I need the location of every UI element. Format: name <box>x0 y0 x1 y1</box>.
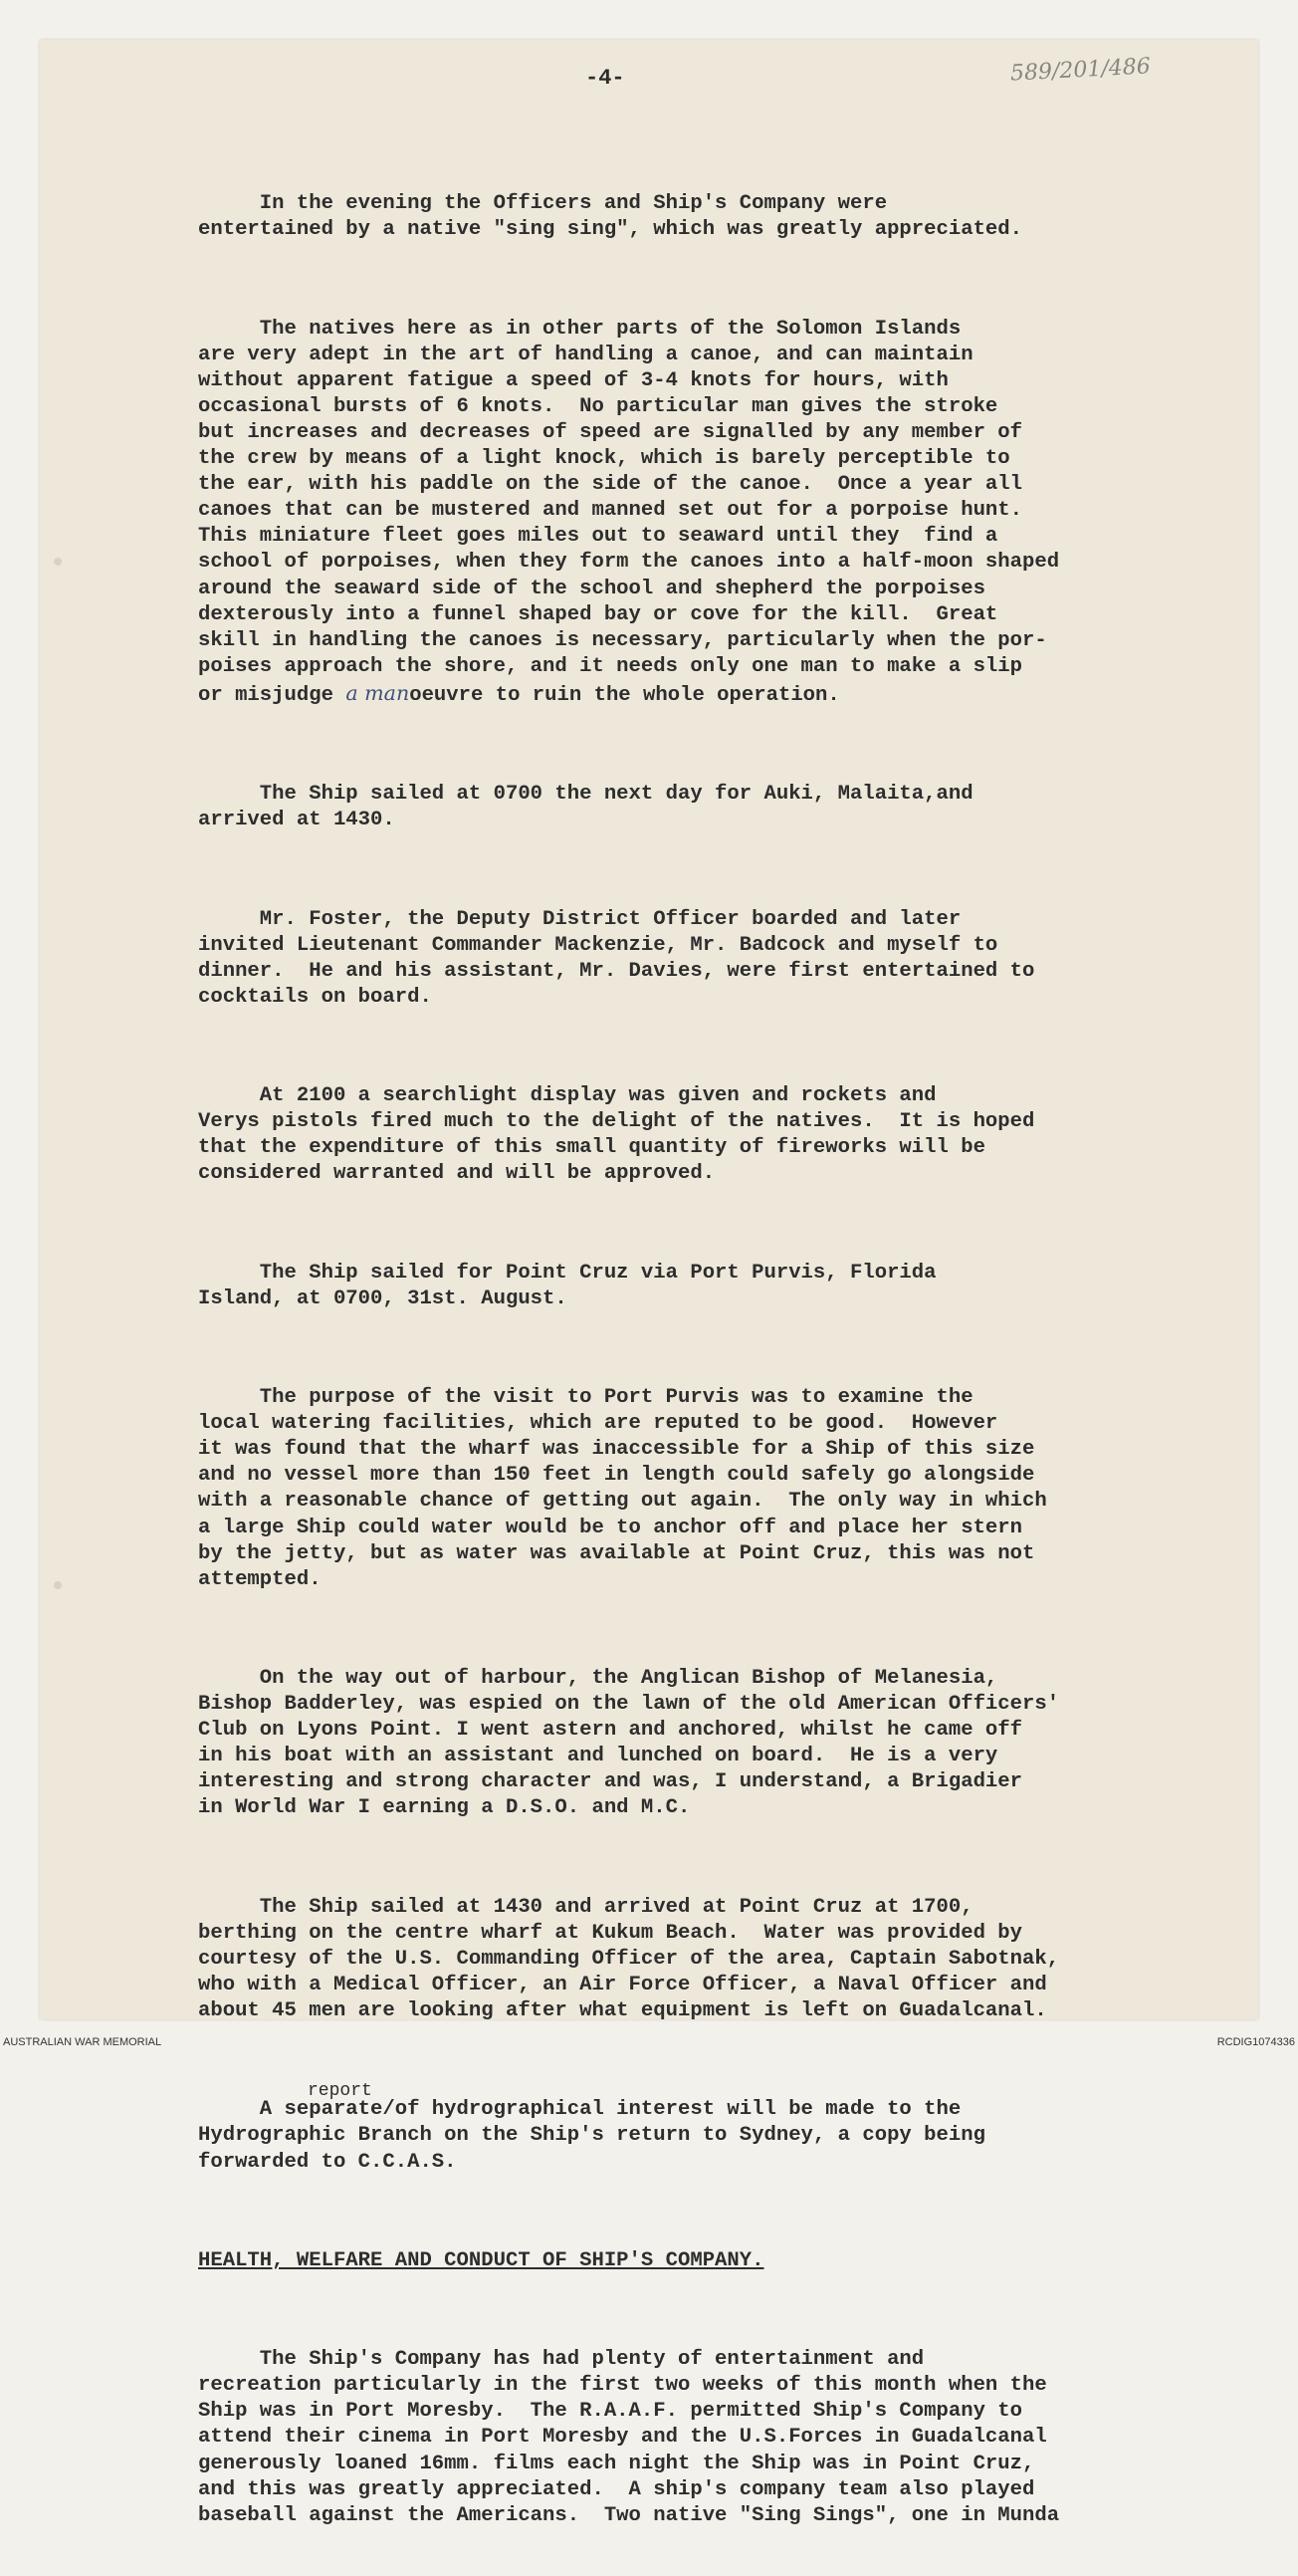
paragraph <box>198 907 1233 1011</box>
text-line: a large Ship could water would be to anchor off and place her stern <box>198 1516 1023 1539</box>
text-fragment: or misjudge <box>198 683 346 707</box>
text-line: baseball against the Americans. Two native "Sing Sings", one in Munda <box>198 2503 1060 2527</box>
text-line: in World War I earning a D.S.O. and M.C. <box>198 1796 691 1820</box>
text-line <box>198 2081 962 2122</box>
paragraph <box>198 782 1233 833</box>
text-line: that the expenditure of this small quantity of fireworks will be <box>198 1136 985 1160</box>
paragraph <box>198 191 1233 243</box>
text-line: The Ship sailed at 0700 the next day for Auki, Malaita,and <box>198 783 974 807</box>
handwritten-archive-reference: 589/201/486 <box>1009 54 1152 87</box>
text-line: Club on Lyons Point. I went astern and anchored, whilst he came off <box>198 1719 1023 1743</box>
text-line: Mr. Foster, the Deputy District Officer boarded and later <box>198 907 962 931</box>
handwritten-correction: a man <box>345 680 410 705</box>
paragraph <box>198 1666 1233 1822</box>
text-line: Island, at 0700, 31st. August. <box>198 1287 567 1310</box>
text-line: attempted. <box>198 1567 322 1591</box>
text-line: in his boat with an assistant and lunched on board. He is a very <box>198 1745 998 1768</box>
text-line: who with a Medical Officer, an Air Force Officer, a Naval Officer and <box>198 1974 1047 1996</box>
text-line <box>198 680 840 707</box>
text-line: forwarded to C.C.A.S. <box>198 2150 457 2174</box>
paragraph <box>198 1261 1233 1312</box>
punch-hole <box>54 558 62 566</box>
paragraph <box>198 2248 1233 2274</box>
text-line: with a reasonable chance of getting out again. The only way in which <box>198 1490 1047 1514</box>
text-line: around the seaward side of the school and shepherd the porpoises <box>198 577 985 600</box>
text-line: without apparent fatigue a speed of 3-4 knots for hours, with <box>198 368 949 392</box>
text-fragment: A separate/of hydrographical interest will be made to the <box>198 2098 962 2122</box>
text-line: considered warranted and will be approved. <box>198 1162 716 1186</box>
text-line: the ear, with his paddle on the side of the canoe. Once a year all <box>198 473 1023 497</box>
text-line: and no vessel more than 150 feet in length could safely go alongside <box>198 1464 1035 1488</box>
text-line: In the evening the Officers and Ship's Company were <box>198 192 888 216</box>
text-line: cocktails on board. <box>198 985 432 1009</box>
text-line: dexterously into a funnel shaped bay or cove for the kill. Great <box>198 602 998 626</box>
footer-record-id: RCDIG1074336 <box>1216 2036 1295 2048</box>
text-line: it was found that the wharf was inaccessible for a Ship of this size <box>198 1438 1035 1462</box>
text-line: generously loaned 16mm. films each night the Ship was in Point Cruz, <box>198 2452 1035 2475</box>
punch-hole <box>54 1581 62 1589</box>
text-line: about 45 men are looking after what equipment is left on Guadalcanal. <box>198 1999 1047 2023</box>
text-line: Ship was in Port Moresby. The R.A.A.F. permitted Ship's Company to <box>198 2400 1023 2424</box>
text-line: The natives here as in other parts of the Solomon Islands <box>198 317 962 341</box>
text-line: the crew by means of a light knock, which is barely perceptible to <box>198 447 1010 471</box>
text-line: poises approach the shore, and it needs only one man to make a slip <box>198 654 1023 678</box>
text-line: occasional bursts of 6 knots. No particular man gives the stroke <box>198 394 998 418</box>
text-line: local watering facilities, which are reputed to be good. However <box>198 1412 998 1436</box>
text-line: On the way out of harbour, the Anglican Bishop of Melanesia, <box>198 1666 998 1690</box>
text-line: The Ship's Company has had plenty of entertainment and <box>198 2348 925 2372</box>
paragraph <box>198 1895 1233 2024</box>
inserted-word: report <box>308 2081 372 2102</box>
text-line: dinner. He and his assistant, Mr. Davies, were first entertained to <box>198 959 1035 983</box>
paragraph <box>198 1385 1233 1593</box>
text-line: skill in handling the canoes is necessary, particularly when the por- <box>198 628 1047 652</box>
text-line: are very adept in the art of handling a canoe, and can maintain <box>198 343 974 366</box>
section-heading: HEALTH, WELFARE AND CONDUCT OF SHIP'S COMPANY. <box>198 2248 764 2272</box>
text-line: The Ship sailed at 1430 and arrived at Point Cruz at 1700, <box>198 1895 974 1919</box>
page-number: -4- <box>585 66 625 91</box>
text-line: At 2100 a searchlight display was given and rockets and <box>198 1084 937 1108</box>
text-line: arrived at 1430. <box>198 809 395 832</box>
paragraph <box>198 2347 1233 2529</box>
text-line: This miniature fleet goes miles out to seaward until they find a <box>198 525 998 549</box>
text-line: courtesy of the U.S. Commanding Officer of the area, Captain Sabotnak, <box>198 1947 1060 1971</box>
text-line: berthing on the centre wharf at Kukum Beach. Water was provided by <box>198 1921 1023 1945</box>
text-line: recreation particularly in the first two weeks of this month when the <box>198 2374 1047 2398</box>
paragraph <box>198 2081 1233 2175</box>
paragraph <box>198 1083 1233 1187</box>
text-line: and this was greatly appreciated. A ship's company team also played <box>198 2477 1035 2501</box>
footer-archive-name: AUSTRALIAN WAR MEMORIAL <box>3 2036 162 2048</box>
text-line: attend their cinema in Port Moresby and the U.S.Forces in Guadalcanal <box>198 2426 1047 2450</box>
text-line: The Ship sailed for Point Cruz via Port Purvis, Florida <box>198 1261 937 1285</box>
text-line: Verys pistols fired much to the delight of the natives. It is hoped <box>198 1110 1035 1134</box>
text-line: interesting and strong character and was, I understand, a Brigadier <box>198 1770 1023 1794</box>
text-line: canoes that can be mustered and manned set out for a porpoise hunt. <box>198 499 1023 523</box>
text-fragment: oeuvre to ruin the whole operation. <box>409 683 840 707</box>
paragraph <box>198 317 1233 709</box>
text-line: school of porpoises, when they form the canoes into a half-moon shaped <box>198 551 1060 575</box>
text-line: but increases and decreases of speed are signalled by any member of <box>198 420 1023 444</box>
text-line: The purpose of the visit to Port Purvis was to examine the <box>198 1386 974 1410</box>
text-line: Bishop Badderley, was espied on the lawn of the old American Officers' <box>198 1693 1060 1717</box>
text-line: entertained by a native "sing sing", which was greatly appreciated. <box>198 218 1023 242</box>
text-line: invited Lieutenant Commander Mackenzie, Mr. Badcock and myself to <box>198 933 998 957</box>
text-line: by the jetty, but as water was available at Point Cruz, this was not <box>198 1541 1035 1565</box>
text-line: Hydrographic Branch on the Ship's return to Sydney, a copy being <box>198 2124 985 2148</box>
document-body <box>198 139 1233 2576</box>
